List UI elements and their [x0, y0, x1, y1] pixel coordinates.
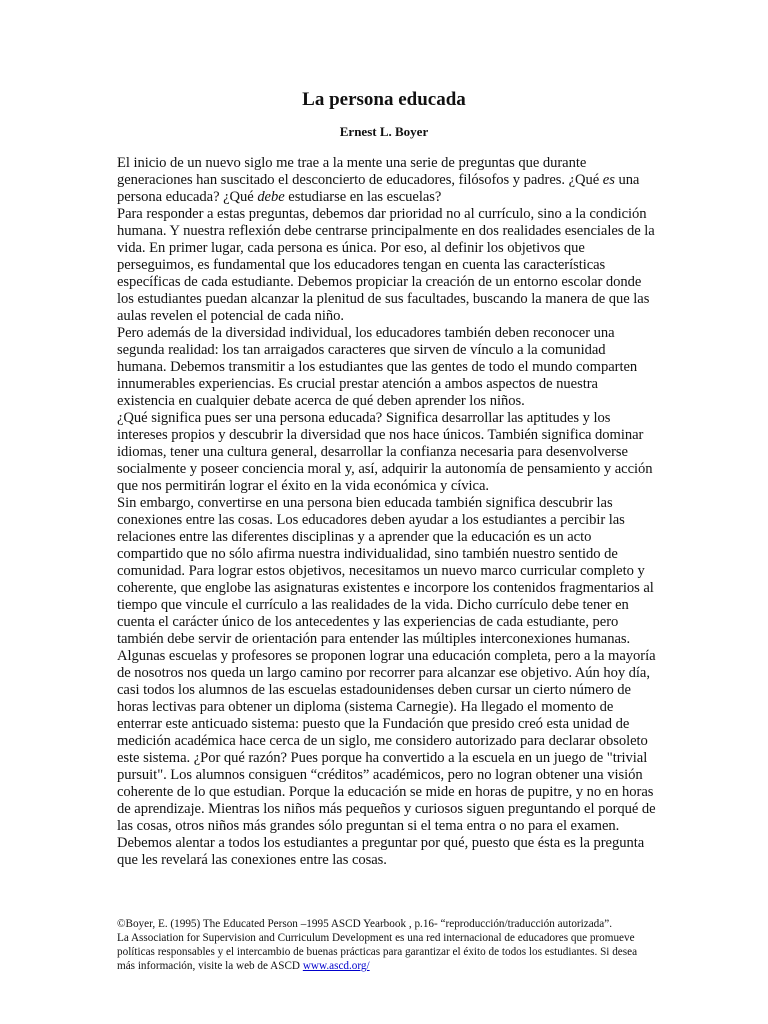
document-body: [117, 155, 657, 869]
footer-association: [117, 931, 657, 973]
paragraph-5: Sin embargo, convertirse en una persona bien educada también significa descubrir las conexiones entre las cosas. Los educadores deben ayudar a los estudiantes a percibir las relaciones entre las diferentes disciplinas y a aprender que la educación es un acto compartido que no sólo afirma nuestra individualidad, sino también nuestro sentido de comunidad. Para lograr estos objetivos, necesitamos un nuevo marco curricular completo y coherente, que englobe las asignaturas existentes e incorpore los contenidos fragmentarios al tiempo que vincule el currículo a las realidades de la vida. Dicho currículo debe tener en cuenta el carácter único de los antecedentes y las experiencias de cada estudiante, pero también debe servir de orientación para entender las múltiples interconexiones humanas.: [117, 495, 654, 647]
paragraph-6: Algunas escuelas y profesores se proponen lograr una educación completa, pero a la mayoría de nosotros nos queda un largo camino por recorrer para alcanzar ese objetivo. Aún hoy día, casi todos los alumnos de las escuelas estadounidenses deben cursar un cierto número de horas lectivas para obtener un diploma (sistema Carnegie). Ha llegado el momento de enterrar este anticuado sistema: puesto que la Fundación que presido creó esta unidad de medición académica hace cerca de un siglo, me considero autorizado para declarar obsoleto este sistema. ¿Por qué razón? Pues porque ha convertido a la escuela en un juego de "trivial pursuit". Los alumnos consiguen “créditos” académicos, pero no logran obtener una visión coherente de lo que estudian. Porque la educación se mide en horas de pupitre, y no en horas de aprendizaje. Mientras los niños más pequeños y curiosos siguen preguntando el porqué de las cosas, otros niños más grandes sólo preguntan si el tema entra o no para el examen. Debemos alentar a todos los estudiantes a preguntar por qué, puesto que ésta es la pregunta que les revelará las conexiones entre las cosas.: [117, 648, 656, 868]
footer-notes: [117, 917, 657, 973]
footer-citation: ©Boyer, E. (1995) The Educated Person –1995 ASCD Yearbook , p.16- “reproducción/traducción autorizada”.: [117, 918, 612, 930]
paragraph-1-text-b: una persona educada? ¿Qué: [117, 172, 640, 205]
emphasis-debe: debe: [257, 189, 285, 205]
paragraph-4: ¿Qué significa pues ser una persona educada? Significa desarrollar las aptitudes y los intereses propios y descubrir la diversidad que nos hace únicos. También significa dominar idiomas, tener una cultura general, desarrollar la confianza necesaria para desenvolverse socialmente y poseer conciencia moral y, así, adquirir la autonomía de pensamiento y acción que nos permitirán lograr el éxito en la vida económica y cívica.: [117, 410, 653, 494]
footer-association-text: La Association for Supervision and Curriculum Development es una red internacional de educadores que promueve políticas responsables y el intercambio de buenas prácticas para garantizar el éxito de todos los estudiantes. Si desea más información, visite la web de ASCD: [117, 932, 638, 972]
document-title: La persona educada: [302, 89, 466, 110]
paragraph-1: [117, 155, 657, 206]
document-author: Ernest L. Boyer: [339, 124, 429, 139]
emphasis-es: es: [602, 172, 615, 188]
paragraph-1-text-a: El inicio de un nuevo siglo me trae a la mente una serie de preguntas que durante generaciones han suscitado el desconcierto de educadores, filósofos y padres. ¿Qué: [117, 155, 603, 188]
paragraph-3: Pero además de la diversidad individual, los educadores también deben reconocer una segunda realidad: los tan arraigados caracteres que sirven de vínculo a la comunidad humana. Debemos transmitir a los estudiantes que las gentes de todo el mundo comparten innumerables experiencias. Es crucial prestar atención a ambos aspectos de nuestra existencia en cualquier debate acerca de qué deben aprender los niños.: [117, 325, 638, 409]
paragraph-2: Para responder a estas preguntas, debemos dar prioridad no al currículo, sino a la condición humana. Y nuestra reflexión debe centrarse principalmente en dos realidades esenciales de la vida. En primer lugar, cada persona es única. Por eso, al definir los objetivos que perseguimos, es fundamental que los educadores tengan en cuenta las características específicas de cada estudiante. Debemos propiciar la creación de un entorno escolar donde los estudiantes puedan alcanzar la plenitud de sus facultades, buscando la manera de que las aulas revelen el potencial de cada niño.: [117, 206, 655, 324]
ascd-website-link[interactable]: www.ascd.org/: [302, 960, 370, 972]
paragraph-1-text-c: estudiarse en las escuelas?: [284, 189, 442, 205]
